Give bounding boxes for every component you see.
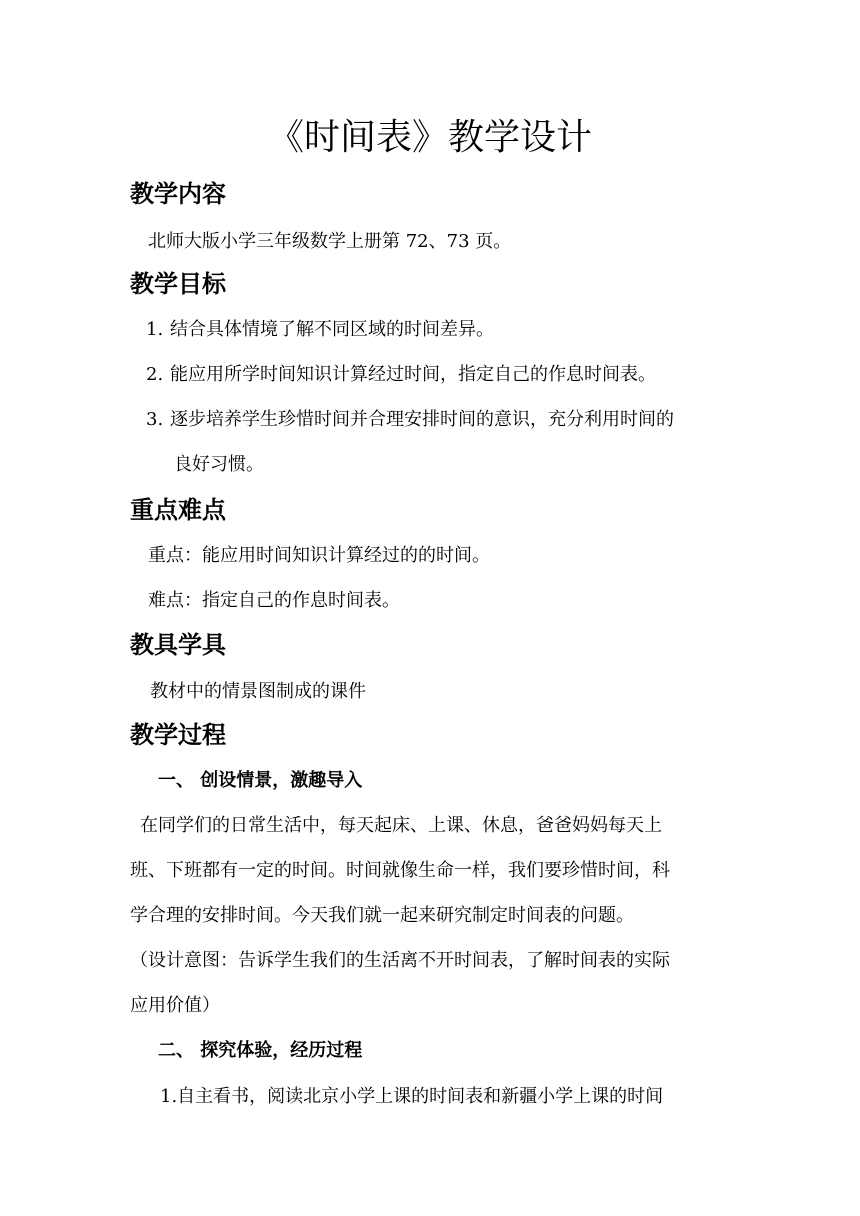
- step-1-line-2: 班、下班都有一定的时间。时间就像生命一样，我们要珍惜时间，科: [130, 860, 670, 881]
- document-title: 《时间表》教学设计: [267, 117, 592, 158]
- key-point-text: 重点：能应用时间知识计算经过的的时间。: [148, 545, 490, 566]
- heading-content: 教学内容: [130, 180, 226, 208]
- goal-item-2-num: 2.: [146, 364, 164, 385]
- goal-item-3-num: 3.: [146, 409, 164, 430]
- step-1-line-1: 在同学们的日常生活中，每天起床、上课、休息，爸爸妈妈每天上: [140, 815, 662, 836]
- goal-item-2: [146, 362, 656, 388]
- step-1-heading: 一、 创设情景，激趣导入: [158, 770, 363, 791]
- goal-item-3: [146, 407, 674, 433]
- step-1-line-3: 学合理的安排时间。今天我们就一起来研究制定时间表的问题。: [130, 905, 634, 926]
- materials-text: 教材中的情景图制成的课件: [150, 681, 366, 702]
- step-1-line-4: （设计意图：告诉学生我们的生活离不开时间表，了解时间表的实际: [130, 950, 670, 971]
- goal-item-1-num: 1.: [146, 319, 164, 340]
- step-2-heading: 二、 探究体验，经历过程: [158, 1040, 363, 1061]
- goal-item-1: [146, 317, 494, 343]
- goal-item-1-text: 结合具体情境了解不同区域的时间差异。: [170, 319, 494, 340]
- heading-process: 教学过程: [130, 721, 226, 749]
- goal-item-3-continued: 良好习惯。: [174, 454, 264, 475]
- content-text: 北师大版小学三年级数学上册第 72、73 页。: [148, 231, 512, 252]
- heading-materials: 教具学具: [130, 631, 226, 659]
- difficult-point-text: 难点：指定自己的作息时间表。: [148, 590, 400, 611]
- goal-item-3-text: 逐步培养学生珍惜时间并合理安排时间的意识，充分利用时间的: [170, 409, 674, 430]
- goal-item-2-text: 能应用所学时间知识计算经过时间，指定自己的作息时间表。: [170, 364, 656, 385]
- step-2-line-1: 1.自主看书，阅读北京小学上课的时间表和新疆小学上课的时间: [160, 1086, 664, 1107]
- step-1-line-5: 应用价值）: [130, 995, 220, 1016]
- heading-key-points: 重点难点: [130, 496, 226, 524]
- heading-goals: 教学目标: [130, 270, 226, 298]
